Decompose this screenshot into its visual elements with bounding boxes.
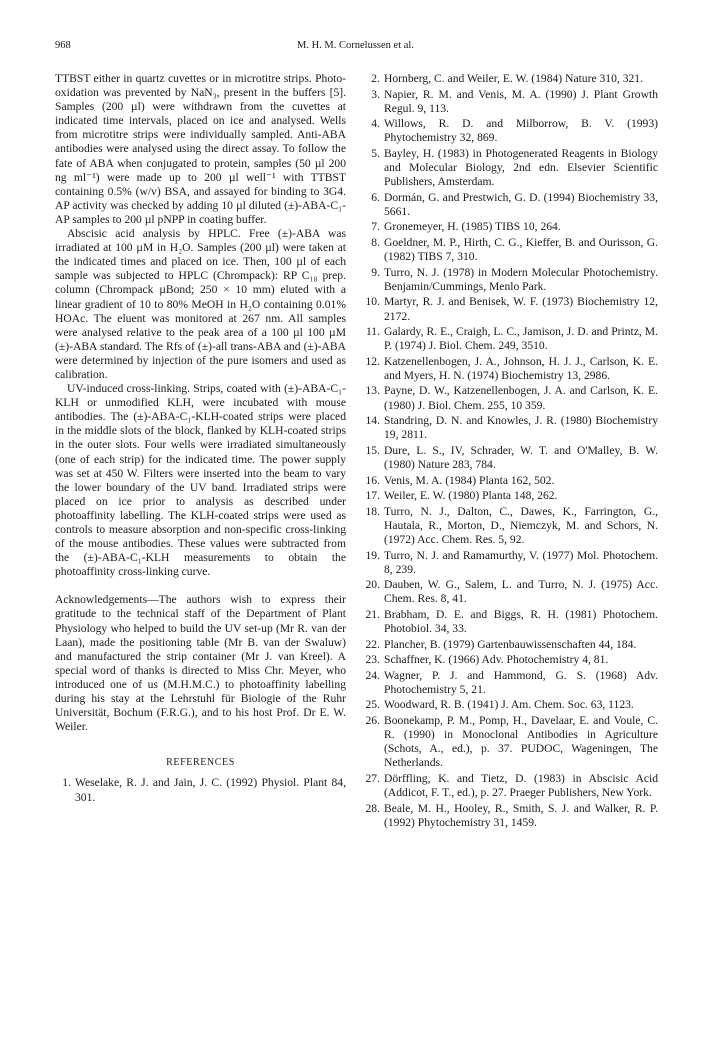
reference-text: Goeldner, M. P., Hirth, C. G., Kieffer, B. and Ourisson, G. (1982) TIBS 7, 310.	[384, 236, 658, 264]
reference-item	[364, 88, 658, 116]
reference-item	[364, 236, 658, 264]
reference-item	[364, 802, 658, 830]
reference-text: Napier, R. M. and Venis, M. A. (1990) J. Plant Growth Regul. 9, 113.	[384, 87, 658, 115]
reference-item	[364, 444, 658, 472]
reference-number: 7.	[371, 220, 380, 234]
reference-number: 5.	[371, 146, 380, 160]
reference-number: 16.	[365, 473, 380, 487]
reference-number: 1.	[62, 776, 71, 790]
reference-number: 12.	[365, 354, 380, 368]
reference-item	[364, 414, 658, 442]
reference-text: Venis, M. A. (1984) Planta 162, 502.	[384, 473, 555, 487]
reference-text: Willows, R. D. and Milborrow, B. V. (1993) Phytochemistry 32, 869.	[384, 117, 658, 145]
reference-text: Dormán, G. and Prestwich, G. D. (1994) Biochemistry 33, 5661.	[384, 190, 658, 218]
reference-item	[364, 578, 658, 606]
reference-text: Plancher, B. (1979) Gartenbauwissenschaften 44, 184.	[384, 637, 637, 651]
reference-number: 28.	[365, 801, 380, 815]
reference-text: Schaffner, K. (1966) Adv. Photochemistry 4, 81.	[384, 653, 609, 667]
page-number: 968	[55, 40, 71, 51]
reference-number: 22.	[365, 637, 380, 651]
reference-number: 21.	[365, 607, 380, 621]
reference-item	[364, 608, 658, 636]
left-column	[55, 72, 346, 806]
reference-text: Weiler, E. W. (1980) Planta 148, 262.	[384, 489, 558, 503]
reference-text: Turro, N. J., Dalton, C., Dawes, K., Farrington, G., Hautala, R., Morton, D., Niemczyk, M. and Schors, N. (1972) Acc. Chem. Res. 5, 92.	[384, 504, 658, 546]
reference-text: Weselake, R. J. and Jain, J. C. (1992) Physiol. Plant 84, 301.	[75, 776, 346, 804]
reference-item	[364, 220, 658, 234]
reference-number: 27.	[365, 771, 380, 785]
reference-item	[364, 191, 658, 219]
running-head	[55, 40, 656, 56]
reference-item	[364, 669, 658, 697]
references-heading: REFERENCES	[166, 757, 235, 769]
reference-number: 9.	[371, 265, 380, 279]
acknowledgements-paragraph: Acknowledgements—The authors wish to express their gratitude to the technical staff of the Department of Plant Physiology who helped to build the UV set-up (Mr R. van der Laan), made the positioning table (Mr B. van der Swaluw) and manufactured the strip container (Mr J. van Kreel). A special word of thanks is directed to Miss Chr. Meyer, who introduced one of us (M.H.M.C.) to photoaffinity labelling during his stay at the Lehrstuhl für Biologie of the Ruhr Universität, Bochum (F.R.G.), and to his host Prof. Dr E. W. Weiler.	[55, 593, 346, 734]
reference-text: Hornberg, C. and Weiler, E. W. (1984) Nature 310, 321.	[384, 72, 643, 85]
right-column-references	[364, 72, 658, 831]
reference-number: 19.	[365, 548, 380, 562]
reference-item	[364, 474, 658, 488]
reference-text: Dure, L. S., IV, Schrader, W. T. and O'Malley, B. W. (1980) Nature 283, 784.	[384, 443, 658, 471]
reference-text: Turro, N. J. and Ramamurthy, V. (1977) Mol. Photochem. 8, 239.	[384, 548, 658, 576]
reference-text: Dauben, W. G., Salem, L. and Turro, N. J. (1975) Acc. Chem. Res. 8, 41.	[384, 578, 658, 606]
reference-number: 2.	[371, 72, 380, 85]
reference-item	[364, 772, 658, 800]
reference-item	[364, 714, 658, 770]
reference-item	[364, 355, 658, 383]
reference-number: 18.	[365, 504, 380, 518]
reference-text: Brabham, D. E. and Biggs, R. H. (1981) Photochem. Photobiol. 34, 33.	[384, 607, 658, 635]
reference-item	[364, 117, 658, 145]
reference-text: Katzenellenbogen, J. A., Johnson, H. J. J., Carlson, K. E. and Myers, H. N. (1974) Biochemistry 13, 2986.	[384, 354, 658, 382]
reference-text: Wagner, P. J. and Hammond, G. S. (1968) Adv. Photochemistry 5, 21.	[384, 668, 658, 696]
methods-paragraph-photo-oxidation: TTBST either in quartz cuvettes or in microtitre strips. Photo-oxidation was prevented by NaN₃, present in the buffers [5]. Samples (200 µl) were withdrawn from the cuvettes at indicated time intervals, placed on ice and analysed. Wells from microtitre strips were individually sampled. Anti-ABA antibodies were analysed using the direct assay. To follow the fate of ABA when conjugated to protein, samples (50 µl 200 ng ml⁻¹) were made up to 200 µl well⁻¹ with TTBST containing 0.5% (w/v) BSA, and assayed for binding to 3G4. AP activity was checked by adding 10 µl diluted (±)-ABA-C₁-AP samples to 200 µl pNPP in coating buffer.	[55, 72, 346, 226]
reference-item	[364, 295, 658, 323]
reference-number: 26.	[365, 714, 380, 728]
reference-text: Beale, M. H., Hooley, R., Smith, S. J. and Walker, R. P. (1992) Phytochemistry 31, 1459.	[384, 801, 658, 829]
reference-item	[364, 638, 658, 652]
reference-number: 6.	[371, 190, 380, 204]
reference-item	[364, 325, 658, 353]
reference-item	[364, 653, 658, 667]
reference-item	[364, 266, 658, 294]
reference-item	[364, 147, 658, 189]
reference-item	[364, 489, 658, 503]
reference-number: 24.	[365, 668, 380, 682]
reference-number: 20.	[365, 578, 380, 592]
reference-item	[55, 776, 346, 804]
reference-item	[364, 72, 658, 86]
reference-text: Dörffling, K. and Tietz, D. (1983) in Abscisic Acid (Addicot, F. T., ed.), p. 27. Praeger Publishers, New York.	[384, 771, 658, 799]
methods-paragraph-uv-cross-linking: UV-induced cross-linking. Strips, coated with (±)-ABA-C₁-KLH or unmodified KLH, were incubated with mouse antibodies. The (±)-ABA-C₁-KLH-coated strips were placed in the middle slots of the block, flanked by KLH-coated strips in the outer slots. Four wells were irradiated simultaneously (one of each strip) for the indicated time. The power supply was set at 450 W. Filters were inserted into the beam to vary the lower boundary of the UV band. Irradiated strips were placed on ice prior to analysis as described under photoaffinity labelling. The KLH-coated strips were used as controls to measure absorption and non-specific cross-linking of the mouse antibodies. These values were subtracted from the (±)-ABA-C₁-KLH measurements to obtain the photoaffinity cross-linking curve.	[55, 382, 346, 579]
reference-text: Woodward, R. B. (1941) J. Am. Chem. Soc. 63, 1123.	[384, 698, 634, 712]
reference-number: 13.	[365, 384, 380, 398]
reference-number: 8.	[371, 236, 380, 250]
reference-number: 23.	[365, 653, 380, 667]
reference-number: 15.	[365, 443, 380, 457]
reference-text: Standring, D. N. and Knowles, J. R. (1980) Biochemistry 19, 2811.	[384, 414, 658, 442]
reference-number: 4.	[371, 117, 380, 131]
reference-text: Galardy, R. E., Craigh, L. C., Jamison, J. D. and Printz, M. P. (1974) J. Biol. Chem. 249, 3510.	[384, 325, 658, 353]
reference-number: 11.	[365, 325, 380, 339]
running-title: M. H. M. Cornelussen et al.	[297, 40, 414, 51]
reference-number: 17.	[365, 489, 380, 503]
reference-item	[364, 505, 658, 547]
reference-item	[364, 698, 658, 712]
reference-number: 25.	[365, 698, 380, 712]
reference-number: 3.	[371, 87, 380, 101]
reference-text: Turro, N. J. (1978) in Modern Molecular Photochemistry. Benjamin/Cummings, Menlo Park.	[384, 265, 658, 293]
reference-text: Martyr, R. J. and Benisek, W. F. (1973) Biochemistry 12, 2172.	[384, 295, 658, 323]
methods-paragraph-hplc: Abscisic acid analysis by HPLC. Free (±)-ABA was irradiated at 100 µM in H₂O. Samples (200 µl) were taken at the indicated times and placed on ice. Then, 100 µl of each sample was subjected to HPLC (Chrompack): RP C₁₈ prep. column (Chrompack µBond; 250 × 10 mm) eluted with a linear gradient of 10 to 80% MeOH in H₂O containing 0.01% HOAc. The eluent was monitored at 267 nm. All samples were analysed relative to the peak area of a 100 µl 100 µM (±)-ABA standard. The Rfs of (±)-all trans-ABA and (±)-ABA were determined by injection of the pure isomers and used as calibration.	[55, 227, 346, 381]
reference-text: Payne, D. W., Katzenellenbogen, J. A. and Carlson, K. E. (1980) J. Biol. Chem. 255, 10 359.	[384, 384, 658, 412]
reference-item	[364, 549, 658, 577]
reference-text: Gronemeyer, H. (1985) TIBS 10, 264.	[384, 220, 561, 234]
reference-item	[364, 384, 658, 412]
reference-text: Bayley, H. (1983) in Photogenerated Reagents in Biology and Molecular Biology, 2nd edn. Elsevier Scientific Publishers, Amsterdam.	[384, 146, 658, 189]
reference-text: Boonekamp, P. M., Pomp, H., Davelaar, E. and Voule, C. R. (1990) in Monoclonal Antibodies in Agriculture (Schots, A., ed.), p. 37. PUDOC, Wageningen, The Netherlands.	[384, 714, 658, 770]
reference-number: 10.	[365, 295, 380, 309]
reference-number: 14.	[365, 414, 380, 428]
